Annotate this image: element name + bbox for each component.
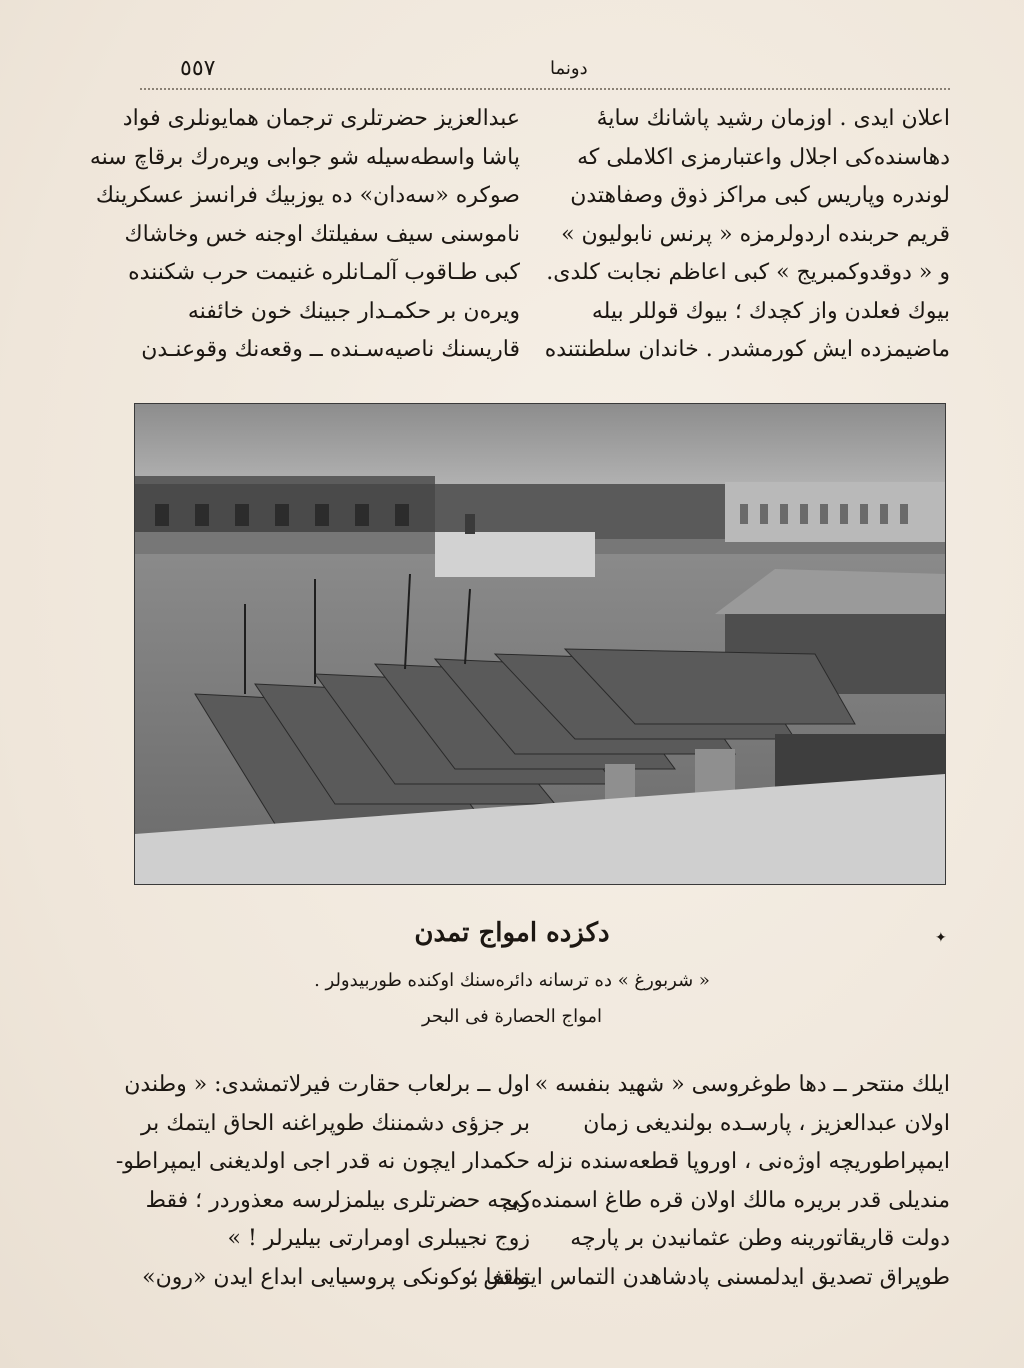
text-line: قریم حربنده اردولرمزه « پرنس نابولیون » <box>561 221 950 247</box>
text-line: ویره‌ن بر حكمـدار جبینك خون خائفنه <box>187 298 520 324</box>
column-left-top <box>89 100 520 370</box>
harbor-photograph <box>134 403 946 885</box>
text-line: زوج نجیبلری اومرارتی بیلیرلر ! » <box>227 1226 530 1251</box>
text-line: دولت قاریقاتورینه وطن عثمانیدن بر پارچه <box>570 1226 950 1251</box>
harbor-photo-illustration <box>135 404 945 884</box>
text-line: ریچه حضرتلری بیلمزلرسه معذوردر ؛ فقط <box>145 1187 530 1213</box>
page-header <box>140 52 950 92</box>
column-right-top <box>545 100 950 370</box>
text-line: اعلان ایدی . اوزمان رشید پاشانك سایهٔ <box>596 106 950 131</box>
text-line: اول ــ برلعاب حقارت فیرلاتمشدی: « وطندن <box>124 1072 530 1097</box>
text-line: لوندره وپاریس كبی مراكز ذوق وصفاهتدن <box>570 183 950 208</box>
text-line: ناموسنی سیف سفیلتك اوجنه خس وخاشاك <box>124 221 520 247</box>
figure-caption-line: امواج الحصارة فی البحر <box>421 1006 603 1027</box>
text-line: ماضیمزده ایش كورمشدر . خاندان سلطنتنده <box>544 337 950 362</box>
text-line: ایمپراطوریچه اوژه‌نی ، اوروپا قطعه‌سنده نزله <box>536 1149 950 1174</box>
column-left-bottom <box>115 1066 530 1297</box>
text-line: كبی طـاقوب آلمـانلره غنیمت حرب شكننده <box>128 260 520 285</box>
text-line: پاشا واسطه‌سیله شو جوابی ویره‌رك برقاچ سنه <box>89 144 520 170</box>
text-line: و « دوقدوكمبریج » كبی اعاظم نجابت كلدی. <box>546 260 950 285</box>
text-line: واقعا بوكونكی پروسیایی ابداع ایدن «رون» <box>142 1264 530 1290</box>
text-line: بیوك فعلدن واز كچدك ؛ بیوك قوللر بیله <box>591 298 950 324</box>
text-line: مندیلی قدر بریره مالك اولان قره طاغ اسمنده‌كی <box>502 1187 950 1213</box>
running-title: دونما <box>550 58 588 79</box>
text-line: بر جزؤی دشمننك طوپراغنه الحاق ایتمك بر <box>141 1110 530 1136</box>
figure-caption-line: « شربورغ » ده ترسانه دائره‌سنك اوكنده طوربیدولر . <box>314 970 710 991</box>
header-rule <box>140 88 950 90</box>
page-number: ٥٥٧ <box>180 56 216 81</box>
text-line: دهاسنده‌كی اجلال واعتبارمزی اكلاملی كه <box>577 144 950 170</box>
text-line: صوكره «سه‌دان» ده یوزبیك فرانسز عسكرینك <box>95 183 520 208</box>
text-line: قاریسنك ناصیه‌سـنده ــ وقعه‌نك وقوعنـدن <box>141 337 520 362</box>
text-line: اولان عبدالعزیز ، پارسـده بولندیغی زمان <box>583 1110 950 1136</box>
text-line: حكمدار ایچون نه قدر اجی اولدیغنی ایمپراطو- <box>115 1149 530 1174</box>
text-line: طوپراق تصدیق ایدلمسنی پادشاهدن التماس ایتمش ؛ <box>469 1264 950 1290</box>
text-line: ایلك منتحر ــ دها طوغروسی « شهید بنفسه » <box>534 1072 950 1097</box>
column-right-bottom <box>469 1066 950 1297</box>
text-line: عبدالعزیز حضرتلری ترجمان همایونلری فواد <box>122 106 520 131</box>
flourish-ornament: ✦ <box>935 930 947 946</box>
figure-caption-title: دكزده امواج تمدن <box>414 918 610 948</box>
